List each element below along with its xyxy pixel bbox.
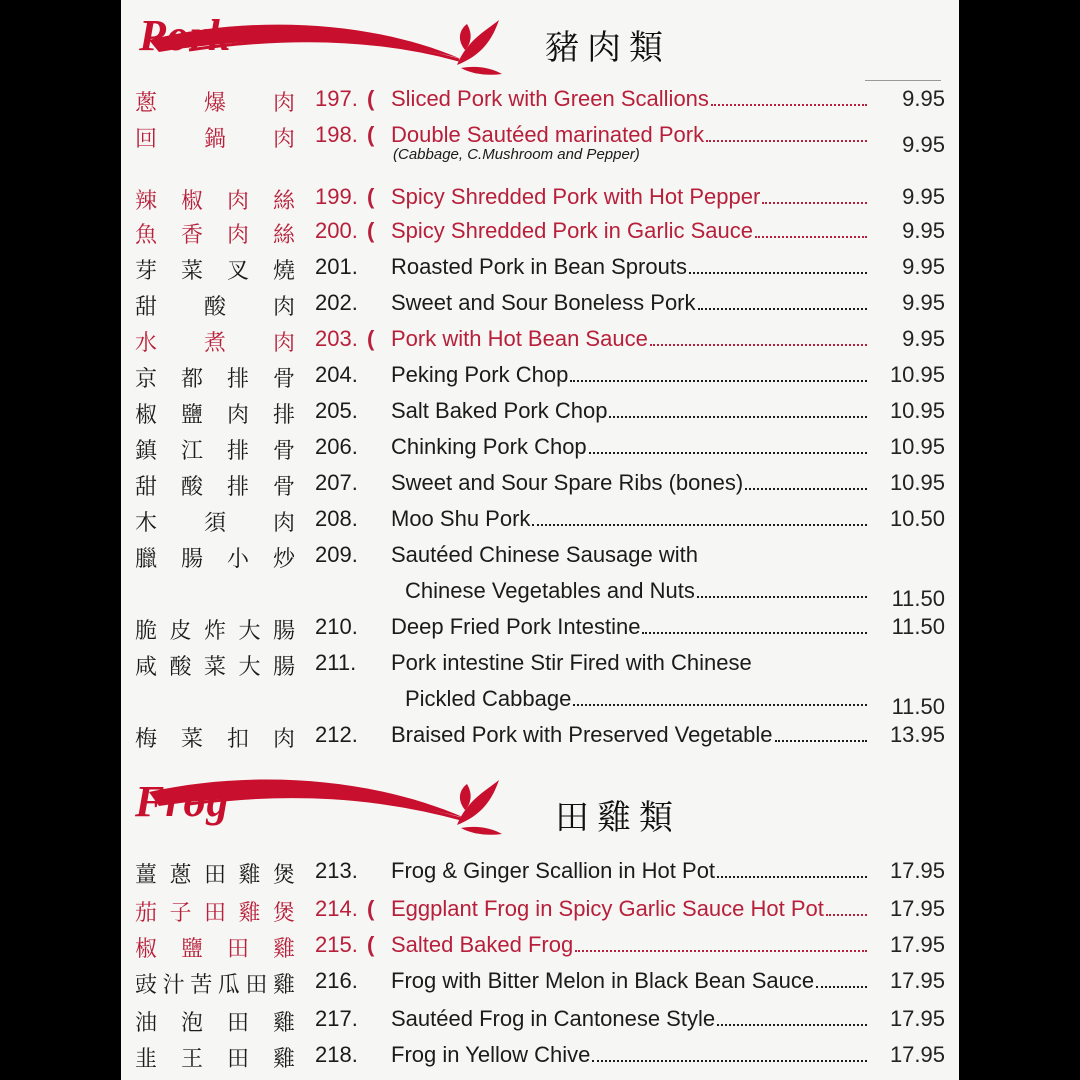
leaf-icon [447,10,507,80]
cn-char: 都 [180,367,203,392]
cn-char: 肉 [272,127,295,152]
section-cn-title-frog: 田雞類 [555,798,681,838]
menu-item-name [391,1042,871,1068]
cn-char: 子 [169,901,192,926]
menu-item-name-text: Double Sautéed marinated Pork [391,122,705,147]
menu-item-name-continued-text: Pickled Cabbage [405,686,572,711]
cn-char: 椒 [135,937,158,962]
menu-item-price: 9.95 [902,326,945,351]
leader-dots [706,140,867,142]
menu-item-note: (Cabbage, C.Mushroom and Pepper) [393,146,640,163]
cn-char: 脆 [135,619,158,644]
cn-char: 梅 [135,727,158,752]
menu-item [121,122,959,163]
cn-char: 骨 [272,439,295,464]
menu-item-name [391,650,871,676]
section-title-pork: Pork [139,11,231,60]
menu-item-price: 10.95 [889,398,945,423]
cn-char: 煲 [272,863,295,888]
menu-item-name [391,896,871,922]
menu-item-name-continued [405,578,871,604]
cn-char: 瓜 [217,973,240,998]
menu-item-name-continued-text: Chinese Vegetables and Nuts [405,578,695,603]
menu-item-name [391,722,871,748]
menu-item [121,858,959,888]
leader-dots [589,452,867,454]
menu-item [121,254,959,284]
cn-char: 田 [226,1047,249,1072]
leader-dots [826,914,867,916]
menu-item [121,896,959,926]
cn-char: 酸 [169,655,192,680]
leader-dots [575,950,867,952]
menu-item-name [391,218,871,244]
menu-item-cn-name [135,896,295,927]
menu-item [121,290,959,320]
cn-char: 菜 [180,259,203,284]
menu-item-name [391,326,871,352]
menu-item-cn-name [135,218,295,249]
menu-item-price: 10.95 [889,434,945,459]
pork-banner [129,10,509,80]
cn-char: 苦 [190,973,213,998]
menu-item-number: 207. [315,470,358,495]
menu-item-number: 212. [315,722,358,747]
menu-item-cn-name [135,1006,295,1037]
cn-char: 泡 [180,1011,203,1036]
cn-char: 蔥 [169,863,192,888]
leader-dots [697,596,867,598]
menu-item-number: 210. [315,614,358,639]
menu-item-name-text: Spicy Shredded Pork in Garlic Sauce [391,218,753,243]
spicy-marker-icon: ( [367,326,375,351]
menu-item-name-text: Moo Shu Pork [391,506,531,531]
menu-item-cn-name [135,122,295,153]
cn-char: 椒 [180,189,203,214]
cn-char: 蔥 [135,91,158,116]
menu-item-cn-name [135,434,295,465]
cn-char: 辣 [135,189,158,214]
spicy-marker-icon: ( [367,86,375,111]
cn-char: 炸 [203,619,226,644]
menu-item-name-text: Sautéed Chinese Sausage with [391,542,698,567]
menu-item-name [391,398,871,424]
menu-item-name-text: Frog with Bitter Melon in Black Bean Sauce [391,968,815,993]
menu-item-price: 17.95 [889,896,945,921]
menu-item-name-text: Salted Baked Frog [391,932,574,957]
menu-item-price: 17.95 [889,1006,945,1031]
menu-item-number: 217. [315,1006,358,1031]
menu-page [121,0,959,1080]
menu-item-name [391,184,871,210]
menu-item-number: 203. [315,326,358,351]
menu-item-number: 201. [315,254,358,279]
menu-item-name [391,362,871,388]
menu-item-name-text: Frog in Yellow Chive [391,1042,591,1067]
leader-dots [755,236,867,238]
menu-item-name [391,858,871,884]
menu-item-name [391,290,871,316]
menu-item-cn-name [135,506,295,537]
section-cn-title-pork: 豬肉類 [545,28,671,68]
cn-char: 大 [238,655,261,680]
menu-item-price: 13.95 [889,722,945,747]
cn-char: 鍋 [203,127,226,152]
spicy-marker-icon: ( [367,218,375,243]
cn-char: 江 [180,439,203,464]
menu-item [121,614,959,644]
menu-item-price: 9.95 [902,218,945,243]
menu-item-name-text: Deep Fried Pork Intestine [391,614,641,639]
menu-item-number: 213. [315,858,358,883]
cn-char: 炒 [272,547,295,572]
leaf-icon [447,770,507,840]
menu-item-number: 202. [315,290,358,315]
leader-dots [775,740,867,742]
menu-item-price: 11.50 [891,614,945,639]
menu-item-name [391,542,871,568]
menu-item-number: 200. [315,218,358,243]
cn-char: 肉 [272,295,295,320]
menu-item-name-text: Chinking Pork Chop [391,434,587,459]
cn-char: 京 [135,367,158,392]
menu-item-name-text: Sweet and Sour Boneless Pork [391,290,696,315]
menu-item-number: 204. [315,362,358,387]
menu-item-name [391,254,871,280]
cn-char: 薑 [135,863,158,888]
menu-item-cn-name [135,932,295,963]
cn-char: 咸 [135,655,158,680]
menu-item-cn-name [135,398,295,429]
menu-item-cn-name [135,184,295,215]
menu-item [121,184,959,214]
cn-char: 大 [238,619,261,644]
cn-char: 排 [226,367,249,392]
menu-item-price: 11.50 [891,694,945,719]
menu-item [121,218,959,248]
cn-char: 肉 [272,727,295,752]
cn-char: 田 [203,863,226,888]
menu-item-name-text: Peking Pork Chop [391,362,569,387]
cn-char: 鹽 [180,937,203,962]
cn-char: 腸 [180,547,203,572]
cn-char: 王 [180,1047,203,1072]
menu-item [121,542,959,611]
cn-char: 鎮 [135,439,158,464]
cn-char: 叉 [226,259,249,284]
menu-item-number: 205. [315,398,358,423]
menu-item-name [391,932,871,958]
menu-item-cn-name [135,1042,295,1073]
cn-char: 排 [272,403,295,428]
cn-char: 酸 [203,295,226,320]
menu-item-name-text: Eggplant Frog in Spicy Garlic Sauce Hot Pot [391,896,824,921]
cn-char: 鹽 [180,403,203,428]
menu-item-cn-name [135,542,295,573]
menu-item-cn-name [135,470,295,501]
menu-item-name-text: Spicy Shredded Pork with Hot Pepper [391,184,761,209]
menu-item-name [391,122,871,148]
menu-item-number: 214. [315,896,358,921]
menu-item-number: 218. [315,1042,358,1067]
cn-char: 煮 [203,331,226,356]
cn-char: 田 [245,973,268,998]
cn-char: 菜 [203,655,226,680]
menu-item [121,722,959,752]
leader-dots [689,272,867,274]
leader-dots [650,344,867,346]
menu-item [121,398,959,428]
menu-item-name [391,470,871,496]
cn-char: 酸 [180,475,203,500]
cn-char: 排 [226,439,249,464]
menu-item-name-text: Salt Baked Pork Chop [391,398,608,423]
price-column-rule [865,80,941,81]
cn-char: 雞 [272,937,295,962]
leader-dots [570,380,867,382]
cn-char: 茄 [135,901,158,926]
section-title-frog: Frog [135,777,230,826]
menu-item [121,1006,959,1036]
cn-char: 水 [135,331,158,356]
menu-item-cn-name [135,968,295,999]
menu-item-price: 9.95 [902,132,945,157]
menu-item-cn-name [135,326,295,357]
menu-item-name [391,506,871,532]
leader-dots [816,986,867,988]
menu-item [121,86,959,116]
menu-item-price: 17.95 [889,858,945,883]
cn-char: 扣 [226,727,249,752]
cn-char: 豉 [135,973,158,998]
menu-item-price: 17.95 [889,968,945,993]
cn-char: 臘 [135,547,158,572]
menu-item-name [391,968,871,994]
cn-char: 雞 [272,1011,295,1036]
menu-item-price: 11.50 [891,586,945,611]
menu-item-name-text: Pork with Hot Bean Sauce [391,326,648,351]
cn-char: 腸 [272,619,295,644]
cn-char: 油 [135,1011,158,1036]
cn-char: 腸 [272,655,295,680]
menu-item-price: 10.95 [889,470,945,495]
leader-dots [532,524,867,526]
menu-item-number: 206. [315,434,358,459]
menu-item-price: 9.95 [902,290,945,315]
menu-item-number: 197. [315,86,358,111]
spicy-marker-icon: ( [367,896,375,921]
menu-item-number: 199. [315,184,358,209]
menu-item [121,326,959,356]
menu-item-cn-name [135,722,295,753]
cn-char: 爆 [203,91,226,116]
cn-char: 肉 [226,403,249,428]
menu-item-price: 10.95 [889,362,945,387]
cn-char: 菜 [180,727,203,752]
menu-item-cn-name [135,614,295,645]
cn-char: 雞 [272,973,295,998]
cn-char: 燒 [272,259,295,284]
menu-item [121,932,959,962]
cn-char: 椒 [135,403,158,428]
menu-item-name [391,86,871,112]
menu-item-price: 17.95 [889,1042,945,1067]
cn-char: 絲 [272,223,295,248]
leader-dots [762,202,867,204]
cn-char: 肉 [272,91,295,116]
cn-char: 骨 [272,475,295,500]
menu-item [121,1042,959,1072]
cn-char: 須 [203,511,226,536]
menu-item-cn-name [135,858,295,889]
cn-char: 汁 [162,973,185,998]
menu-item-cn-name [135,362,295,393]
leader-dots [642,632,867,634]
leader-dots [745,488,867,490]
menu-item-number: 198. [315,122,358,147]
cn-char: 田 [226,937,249,962]
menu-item-price: 17.95 [889,932,945,957]
menu-item [121,650,959,719]
cn-char: 雞 [238,863,261,888]
cn-char: 田 [226,1011,249,1036]
menu-item-number: 208. [315,506,358,531]
cn-char: 雞 [272,1047,295,1072]
cn-char: 田 [203,901,226,926]
frog-banner [129,768,509,838]
cn-char: 小 [226,547,249,572]
menu-item-price: 9.95 [902,254,945,279]
menu-item-cn-name [135,290,295,321]
cn-char: 甜 [135,295,158,320]
spicy-marker-icon: ( [367,184,375,209]
menu-item-name-text: Pork intestine Stir Fired with Chinese [391,650,752,675]
menu-item-name-text: Sliced Pork with Green Scallions [391,86,709,111]
menu-item-number: 209. [315,542,358,567]
menu-item-name [391,434,871,460]
leader-dots [609,416,867,418]
cn-char: 絲 [272,189,295,214]
menu-item-name-text: Sweet and Sour Spare Ribs (bones) [391,470,744,495]
cn-char: 韭 [135,1047,158,1072]
leader-dots [592,1060,867,1062]
menu-item-cn-name [135,650,295,681]
leader-dots [717,1024,867,1026]
cn-char: 皮 [169,619,192,644]
menu-item-name-text: Frog & Ginger Scallion in Hot Pot [391,858,716,883]
leader-dots [698,308,867,310]
cn-char: 肉 [272,511,295,536]
menu-item-name-text: Roasted Pork in Bean Sprouts [391,254,687,279]
menu-item-number: 211. [315,650,357,675]
cn-char: 煲 [272,901,295,926]
cn-char: 肉 [226,189,249,214]
cn-char: 魚 [135,223,158,248]
cn-char: 芽 [135,259,158,284]
menu-item-cn-name [135,254,295,285]
cn-char: 排 [226,475,249,500]
menu-item-name-text: Sautéed Frog in Cantonese Style [391,1006,716,1031]
menu-item [121,470,959,500]
menu-item-name [391,1006,871,1032]
cn-char: 木 [135,511,158,536]
cn-char: 肉 [226,223,249,248]
menu-item [121,434,959,464]
menu-item-cn-name [135,86,295,117]
cn-char: 甜 [135,475,158,500]
menu-item-price: 9.95 [902,86,945,111]
cn-char: 雞 [238,901,261,926]
menu-item-name-continued [405,686,871,712]
menu-item-price: 9.95 [902,184,945,209]
menu-item-number: 216. [315,968,358,993]
menu-item [121,968,959,998]
leader-dots [717,876,867,878]
menu-item-name [391,614,871,640]
menu-item-number: 215. [315,932,358,957]
menu-item [121,362,959,392]
spicy-marker-icon: ( [367,932,375,957]
leader-dots [573,704,867,706]
cn-char: 回 [135,127,158,152]
menu-item [121,506,959,536]
cn-char: 骨 [272,367,295,392]
menu-item-name-text: Braised Pork with Preserved Vegetable [391,722,773,747]
spicy-marker-icon: ( [367,122,375,147]
cn-char: 香 [180,223,203,248]
leader-dots [711,104,867,106]
menu-item-price: 10.50 [889,506,945,531]
cn-char: 肉 [272,331,295,356]
